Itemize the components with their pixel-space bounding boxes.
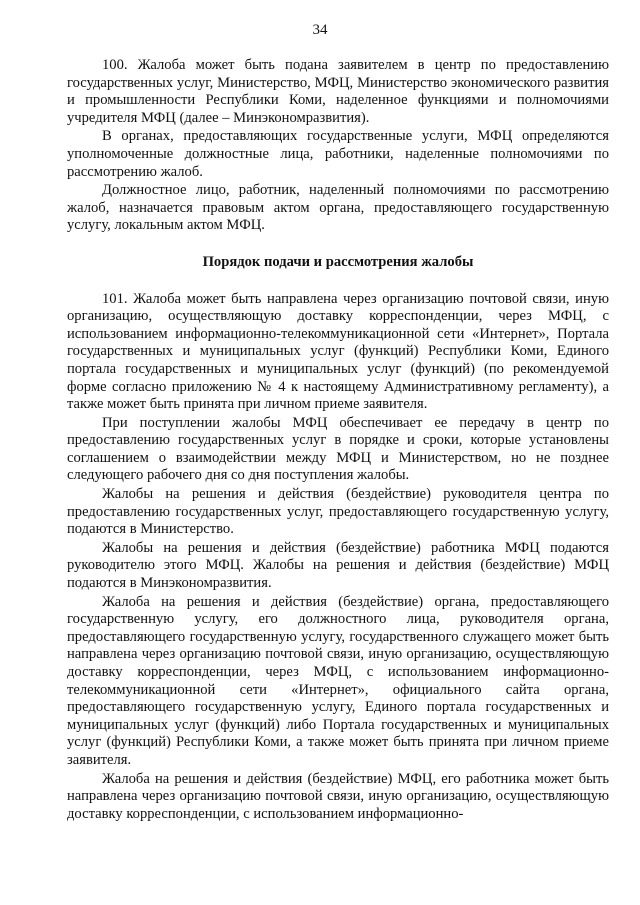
document-body bbox=[67, 57, 609, 824]
paragraph-mfc-transfer: При поступлении жалобы МФЦ обеспечивает ее передачу в центр по предоставлению государственных услуг в порядке и сроки, которые установлены соглашением о взаимодействии между МФЦ и Министерством, но не позднее следующего рабочего дня со дня поступления жалобы. bbox=[67, 414, 609, 484]
paragraph-101: 101. Жалоба может быть направлена через организацию почтовой связи, иную организацию, осуществляющую доставку корреспонденции, через МФЦ, с использованием информационно-телекоммуникационной сети «Интернет», Портала государственных и муниципальных услуг (функций) Республики Коми, Единого портала государственных и муниципальных услуг (функций) (по рекомендуемой форме согласно приложению № 4 к настоящему Административному регламенту), а также может быть принята при личном приеме заявителя. bbox=[67, 290, 609, 413]
section-title: Порядок подачи и рассмотрения жалобы bbox=[202, 253, 474, 270]
paragraph-mfc-employee-complaints: Жалобы на решения и действия (бездействие) работника МФЦ подаются руководителю этого МФЦ. Жалобы на решения и действия (бездействие) МФЦ подаются в Минэкономразвития. bbox=[67, 539, 609, 592]
paragraph-mfc-complaints: Жалоба на решения и действия (бездействие) МФЦ, его работника может быть направлена через организацию почтовой связи, иную организацию, осуществляющую доставку корреспонденции, с использованием информационно- bbox=[67, 770, 609, 822]
paragraph-authorized-officials: В органах, предоставляющих государственные услуги, МФЦ определяются уполномоченные должностные лица, работники, наделенные полномочиями по рассмотрению жалоб. bbox=[67, 128, 609, 180]
paragraph-center-head-complaints: Жалобы на решения и действия (бездействие) руководителя центра по предоставлению государственных услуг, предоставляющего государственную услугу, подаются в Министерство. bbox=[67, 486, 609, 538]
page-number: 34 bbox=[312, 22, 328, 38]
paragraph-authority-complaints: Жалоба на решения и действия (бездействие) органа, предоставляющего государственную услугу, его должностного лица, руководителя органа, предоставляющего государственную услугу, государственного служащего может быть направлена через организацию почтовой связи, иную организацию, осуществляющую доставку корреспонденции, через МФЦ, с использованием информационно-телекоммуникационной сети «Интернет», официального сайта органа, предоставляющего государственную услугу, Единого портала государственных и муниципальных услуг (функций) либо Портала государственных и муниципальных услуг (функций) Республики Коми, а также может быть принята при личном приеме заявителя. bbox=[67, 593, 609, 768]
paragraph-official-appointment: Должностное лицо, работник, наделенный полномочиями по рассмотрению жалоб, назначается правовым актом органа, предоставляющего государственную услугу, локальным актом МФЦ. bbox=[67, 182, 609, 234]
paragraph-100: 100. Жалоба может быть подана заявителем в центр по предоставлению государственных услуг, Министерство, МФЦ, Министерство экономического развития и промышленности Республики Коми, наделенное функциями и полномочиями учредителя МФЦ (далее – Минэкономразвития). bbox=[67, 57, 609, 126]
